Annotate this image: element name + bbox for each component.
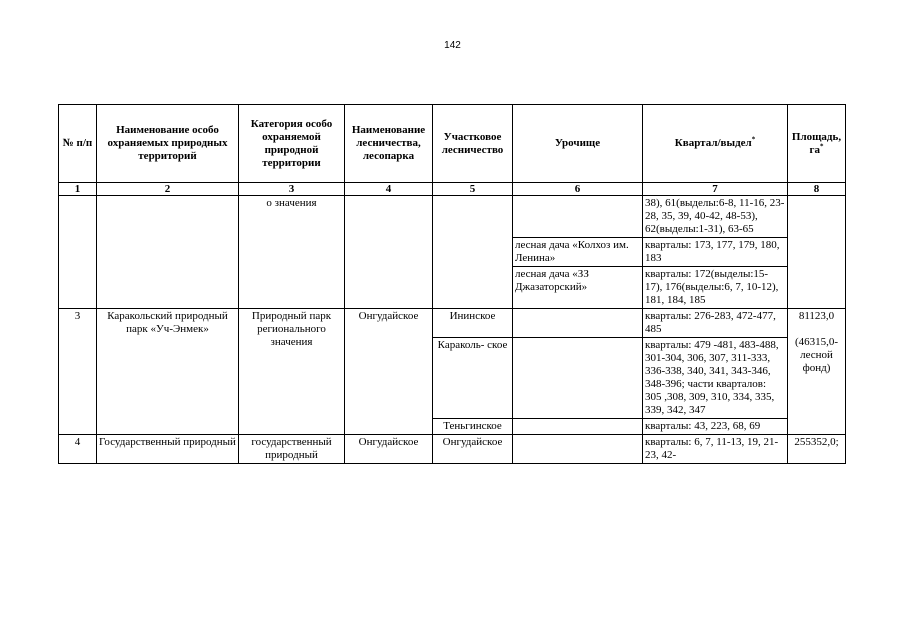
cell-category: Природный парк регионального значения <box>239 309 345 435</box>
footnote-mark: * <box>820 141 824 150</box>
cell-quarters: кварталы: 173, 177, 179, 180, 183 <box>643 238 788 267</box>
cell-district: Теньгинское <box>433 419 513 435</box>
cell-tract <box>513 309 643 338</box>
header-territory-name: Наименование особо охраняемых природных территорий <box>97 105 239 183</box>
cell-category: государственный природный <box>239 435 345 464</box>
cell-district: Ининское <box>433 309 513 338</box>
area-note: (46315,0- лесной фонд) <box>794 336 839 374</box>
cell-tract <box>513 196 643 238</box>
cell-district: Караколь- ское <box>433 338 513 419</box>
page-bottom-margin <box>0 570 905 640</box>
header-district: Участковое лесничество <box>433 105 513 183</box>
header-quarter: Квартал/выдел* <box>643 105 788 183</box>
footnote-mark: * <box>751 135 756 144</box>
cell-name: Государственный природный <box>97 435 239 464</box>
header-number: № п/п <box>59 105 97 183</box>
cell-forestry: Онгудайское <box>345 309 433 435</box>
cell-number <box>59 196 97 309</box>
column-number: 3 <box>239 183 345 196</box>
column-number: 2 <box>97 183 239 196</box>
cell-quarters: кварталы: 479 -481, 483-488, 301-304, 306, 307, 311-333, 336-338, 340, 341, 343-346, 348-396; части кварталов: 305 ,308, 309, 310, 334, 335, 339, 342, 347 <box>643 338 788 419</box>
column-number-row <box>59 183 846 196</box>
cell-quarters: 38), 61(выделы:6-8, 11-16, 23-28, 35, 39, 40-42, 48-53), 62(выделы:1-31), 63-65 <box>643 196 788 238</box>
column-number: 7 <box>643 183 788 196</box>
column-number: 8 <box>788 183 846 196</box>
table-row <box>59 435 846 464</box>
header-category: Категория особо охраняемой природной территории <box>239 105 345 183</box>
cell-quarters: кварталы: 172(выделы:15-17), 176(выделы:6, 7, 10-12), 181, 184, 185 <box>643 267 788 309</box>
cell-area <box>788 309 846 435</box>
protected-territories-table <box>58 104 846 464</box>
page-number: 142 <box>444 40 461 51</box>
cell-quarters: кварталы: 276-283, 472-477, 485 <box>643 309 788 338</box>
cell-tract <box>513 435 643 464</box>
cell-number: 3 <box>59 309 97 435</box>
cell-tract: лесная дача «Колхоз им. Ленина» <box>513 238 643 267</box>
cell-tract <box>513 338 643 419</box>
header-row <box>59 105 846 183</box>
cell-district <box>433 196 513 309</box>
cell-quarters: кварталы: 6, 7, 11-13, 19, 21-23, 42- <box>643 435 788 464</box>
cell-name <box>97 196 239 309</box>
column-number: 1 <box>59 183 97 196</box>
cell-name: Каракольский природный парк «Уч-Энмек» <box>97 309 239 435</box>
cell-area: 255352,0; <box>788 435 846 464</box>
cell-quarters: кварталы: 43, 223, 68, 69 <box>643 419 788 435</box>
cell-category: о значения <box>239 196 345 309</box>
area-value: 81123,0 <box>798 310 835 322</box>
table-row <box>59 309 846 338</box>
cell-forestry <box>345 196 433 309</box>
column-number: 4 <box>345 183 433 196</box>
cell-district: Онгудайское <box>433 435 513 464</box>
cell-area <box>788 196 846 309</box>
table-row <box>59 196 846 238</box>
column-number: 6 <box>513 183 643 196</box>
column-number: 5 <box>433 183 513 196</box>
cell-tract <box>513 419 643 435</box>
cell-forestry: Онгудайское <box>345 435 433 464</box>
header-area: Площадь, га* <box>788 105 846 183</box>
cell-tract: лесная дача «ЗЗ Джазаторский» <box>513 267 643 309</box>
header-tract: Урочище <box>513 105 643 183</box>
header-forestry: Наименование лесничества, лесопарка <box>345 105 433 183</box>
cell-number: 4 <box>59 435 97 464</box>
